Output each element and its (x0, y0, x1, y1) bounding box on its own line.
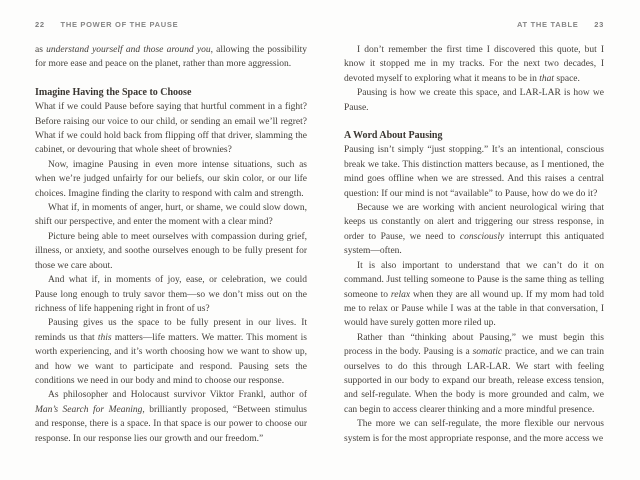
paragraph (344, 43, 604, 86)
section-heading: A Word About Pausing (344, 130, 443, 142)
paragraph (35, 388, 307, 446)
body-text: And what if, in moments of joy, ease, or celebration, we could Pause long enough to truly savor them—so we don’t miss out on the richness of life happening right in front of us? (35, 275, 307, 314)
paragraph (344, 201, 604, 259)
right-page (344, 20, 604, 446)
body-text: interrupt this antiquated system—often. (344, 231, 605, 257)
paragraph (35, 316, 307, 388)
running-head-title-left: THE POWER OF THE PAUSE (60, 20, 179, 29)
body-text: , brilliantly proposed, “Between stimulus and response, there is a space. In that space is our power to choose our response. In our response lies our growth and our freedom.” (35, 404, 307, 444)
paragraph (35, 100, 307, 158)
body-text: What if, in moments of anger, hurt, or shame, we could slow down, shift our perspective, and enter the moment with a clear mind? (35, 203, 307, 228)
section-heading: Imagine Having the Space to Choose (35, 86, 192, 98)
body-text: space. (554, 73, 580, 84)
paragraph (344, 417, 604, 446)
body-text: Picture being able to meet ourselves with compassion during grief, illness, or anxiety, and soothe ourselves enough to be fully present for those we care about. (35, 231, 307, 271)
body-text: Now, imagine Pausing in even more intense situations, such as when we’re judged unfairly for our beliefs, our skin color, or our life choices. Imagine finding the clarity to respond with calm and strength. (35, 159, 307, 199)
running-head-title-right: AT THE TABLE (517, 20, 579, 29)
paragraph (344, 86, 604, 115)
left-page (35, 20, 307, 446)
italic-text: Man’s Search for Meaning (35, 404, 143, 415)
paragraph (35, 43, 307, 72)
body-text: Pausing gives us the space to be fully present in our lives. It reminds us that (35, 318, 307, 343)
paragraph (35, 201, 307, 230)
italic-text: that (539, 73, 555, 84)
paragraph (35, 230, 307, 273)
body-text: Because we are working with ancient neurological wiring that keeps us constantly on alert and triggering our stress response, in order to Pause, we need to (344, 203, 604, 242)
italic-text: understand yourself and those around you (46, 45, 211, 55)
body-text: I don’t remember the first time I discovered this quote, but I know it stopped me in my tracks. For the next two decades, I devoted myself to exploring what it means to be in (344, 45, 604, 84)
body-text: Pausing isn’t simply “just stopping.” It’s an intentional, conscious break we take. This distinction matters because, as I mentioned, the mind goes offline when we are stressed. And this raises a central question: If our mind is not “available” to Pause, how do we do it? (344, 145, 604, 199)
left-page-content (35, 43, 307, 446)
running-head-left (35, 20, 307, 30)
body-text: matters—life matters. We matter. This moment is worth experiencing, and it’s worth choosing how we want to show up, and how we want to participate and respond. Pausing sets the conditions we need in our body and mind to choose our response. (35, 332, 307, 386)
body-text: practice, and we can train ourselves to do this through LAR-LAR. We start with feeling supported in our body to expand our breath, release excess tension, and self-regulate. When the body is more grounded and calm, we can begin to access clearer thinking and a more mindful presence. (344, 347, 604, 415)
body-text: as (35, 45, 47, 55)
running-head-right (344, 20, 604, 30)
paragraph (344, 331, 604, 417)
body-text: What if we could Pause before saying that hurtful comment in a fight? Before raising our voice to our child, or sending an email we’ll regret? What if we could hold back from flipping off that driver, slamming the cabinet, or devouring that whole sheet of brownies? (35, 102, 307, 156)
page-number-left: 22 (35, 20, 45, 29)
page-number-right: 23 (594, 20, 604, 29)
right-page-content (344, 43, 604, 446)
body-text: It is also important to understand that we can’t do it on command. Just telling someone to Pause is the same thing as telling someone to (344, 260, 604, 300)
italic-text: this (97, 332, 112, 343)
italic-text: somatic (472, 347, 503, 358)
body-text: Rather than “thinking about Pausing,” we must begin this process in the body. Pausing is a (344, 332, 604, 358)
paragraph (344, 143, 604, 201)
body-text: Pausing is how we create this space, and LAR-LAR is how we Pause. (344, 88, 604, 113)
body-text: when they are all wound up. If my mom had told me to relax or Pause while I was at the table in that conversation, I would have surely gotten more riled up. (344, 289, 604, 329)
body-text: As philosopher and Holocaust survivor Viktor Frankl, author of (48, 390, 307, 401)
italic-text: relax (390, 289, 411, 300)
body-text: , allowing the possibility for more ease and peace on the planet, rather than more aggression. (35, 45, 307, 70)
italic-text: consciously (459, 231, 505, 242)
paragraph (35, 158, 307, 201)
paragraph (35, 273, 307, 316)
body-text: The more we can self-regulate, the more flexible our nervous system is for the most appropriate response, and the more access we (344, 419, 604, 444)
paragraph (344, 259, 604, 331)
